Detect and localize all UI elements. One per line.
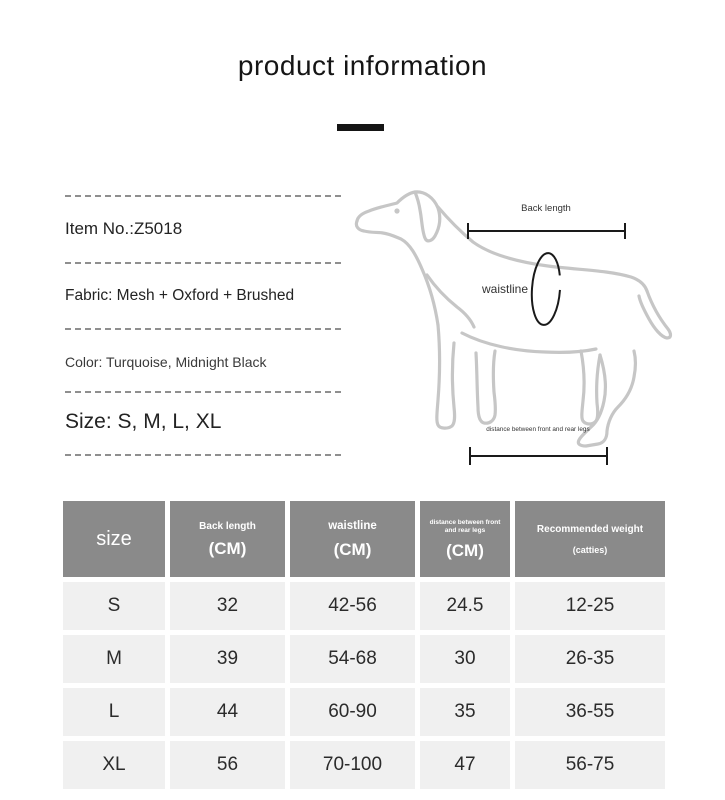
page-title: product information <box>237 50 488 81</box>
table-header-waistline <box>290 501 415 577</box>
dog-tail-path <box>639 291 671 338</box>
waistline-measure <box>481 252 562 326</box>
dog-ear-path <box>415 192 440 241</box>
dog-measurement-diagram <box>350 175 725 485</box>
header-label: Recommended weight <box>536 523 644 535</box>
table-header-back-length <box>170 501 285 577</box>
header-unit: (CM) <box>333 539 372 559</box>
spec-color: Color: Turquoise, Midnight Black <box>65 354 267 370</box>
cell-back-length: 39 <box>170 635 285 683</box>
spec-divider <box>65 262 343 264</box>
cell-weight: 26-35 <box>515 635 665 683</box>
cell-waistline: 54-68 <box>290 635 415 683</box>
cell-leg-distance: 30 <box>420 635 510 683</box>
cell-back-length: 56 <box>170 741 285 789</box>
dog-belly-path <box>462 333 596 352</box>
dog-rear-leg-far-path <box>581 351 600 424</box>
cell-waistline: 42-56 <box>290 582 415 630</box>
header-unit: (CM) <box>446 540 484 560</box>
cell-leg-distance: 24.5 <box>420 582 510 630</box>
back-length-label: Back length <box>521 203 571 214</box>
spec-divider <box>65 195 343 197</box>
table-header-leg-distance <box>420 501 510 577</box>
table-header-size <box>63 501 165 577</box>
spec-divider <box>65 328 343 330</box>
header-unit: (catties) <box>572 544 608 555</box>
table-header-weight <box>515 501 665 577</box>
dog-eye <box>394 208 399 213</box>
spec-fabric: Fabric: Mesh + Oxford + Brushed <box>65 287 295 304</box>
dog-front-leg-far-path <box>476 351 495 423</box>
waistline-label: waistline <box>481 282 529 296</box>
cell-weight: 36-55 <box>515 688 665 736</box>
cell-size-l: L <box>63 688 165 736</box>
header-label: size <box>96 528 132 550</box>
spec-divider <box>65 454 343 456</box>
cell-size-xl: XL <box>63 741 165 789</box>
back-length-measure <box>468 203 625 239</box>
cell-waistline: 60-90 <box>290 688 415 736</box>
header-unit: (CM) <box>208 539 247 558</box>
cell-leg-distance: 47 <box>420 741 510 789</box>
spec-size: Size: S, M, L, XL <box>65 410 222 433</box>
dog-muzzle-path <box>357 192 415 221</box>
cell-weight: 56-75 <box>515 741 665 789</box>
cell-back-length: 44 <box>170 688 285 736</box>
cell-weight: 12-25 <box>515 582 665 630</box>
cell-leg-distance: 35 <box>420 688 510 736</box>
leg-distance-label: distance between front and rear legs <box>486 426 590 433</box>
dog-back-path <box>438 207 647 291</box>
spec-item-number: Item No.:Z5018 <box>65 219 183 238</box>
cell-size-m: M <box>63 635 165 683</box>
size-table <box>63 501 665 789</box>
header-label: waistline <box>328 520 377 533</box>
cell-size-s: S <box>63 582 165 630</box>
spec-divider <box>65 391 343 393</box>
header-label: distance between front and rear legs <box>429 519 501 534</box>
header-label: Back length <box>199 521 256 532</box>
dog-front-leg-near-path <box>437 325 455 428</box>
cell-back-length: 32 <box>170 582 285 630</box>
cell-waistline: 70-100 <box>290 741 415 789</box>
title-underline-bar <box>337 124 384 131</box>
